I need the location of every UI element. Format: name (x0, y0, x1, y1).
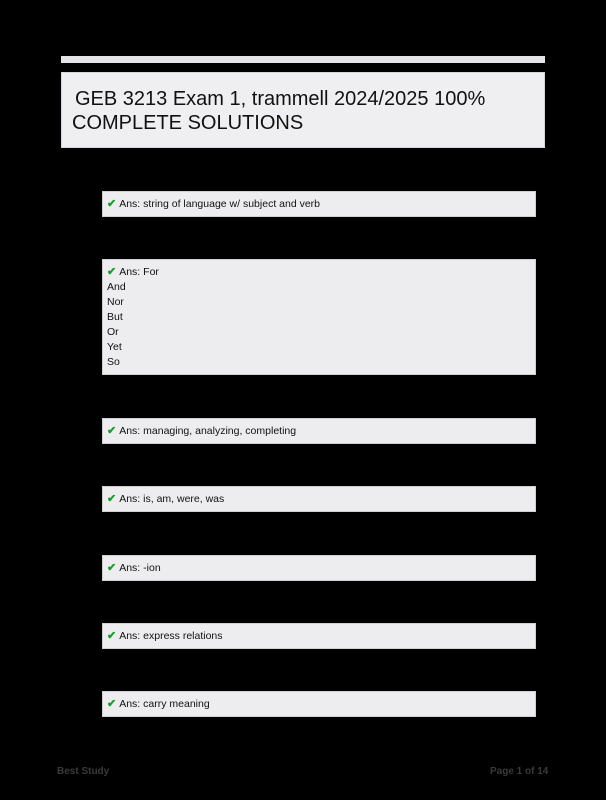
answer-text: So (107, 356, 120, 368)
answer-box-5 (102, 555, 536, 581)
answer-prefix: Ans: (119, 562, 141, 574)
check-icon: ✔ (107, 266, 117, 278)
answer-text: managing, analyzing, completing (143, 425, 297, 437)
answer-box-4 (102, 486, 536, 512)
answer-box-7 (102, 691, 536, 717)
answer-prefix: Ans: (119, 425, 141, 437)
footer-page-number: Page 1 of 14 (490, 766, 549, 777)
title-box (61, 72, 545, 148)
answer-prefix: Ans: (119, 493, 141, 505)
answer-text: express relations (143, 630, 223, 642)
answer-text: But (107, 311, 123, 323)
answer-box-6 (102, 623, 536, 649)
footer-brand: Best Study (57, 766, 110, 777)
answer-box-3 (102, 418, 536, 444)
answer-prefix: Ans: (119, 630, 141, 642)
answer-text: Nor (107, 296, 124, 308)
answer-text: And (107, 281, 126, 293)
answer-box-2 (102, 259, 536, 375)
top-rule (61, 56, 545, 63)
answer-text: carry meaning (143, 698, 210, 710)
answer-text: -ion (143, 562, 161, 574)
check-icon: ✔ (107, 698, 117, 710)
check-icon: ✔ (107, 425, 117, 437)
answer-text: string of language w/ subject and verb (143, 198, 321, 210)
check-icon: ✔ (107, 493, 117, 505)
answer-text: is, am, were, was (143, 493, 225, 505)
answer-text: Yet (107, 341, 122, 353)
page-title-line-1: GEB 3213 Exam 1, trammell 2024/2025 100% (75, 88, 486, 110)
answer-prefix: Ans: (119, 266, 141, 278)
page-title-line-2: COMPLETE SOLUTIONS (72, 112, 304, 134)
answer-prefix: Ans: (119, 698, 141, 710)
answer-text: For (143, 266, 159, 278)
check-icon: ✔ (107, 562, 117, 574)
answer-prefix: Ans: (119, 198, 141, 210)
check-icon: ✔ (107, 198, 117, 210)
check-icon: ✔ (107, 630, 117, 642)
answer-text: Or (107, 326, 119, 338)
answer-box-1 (102, 191, 536, 217)
